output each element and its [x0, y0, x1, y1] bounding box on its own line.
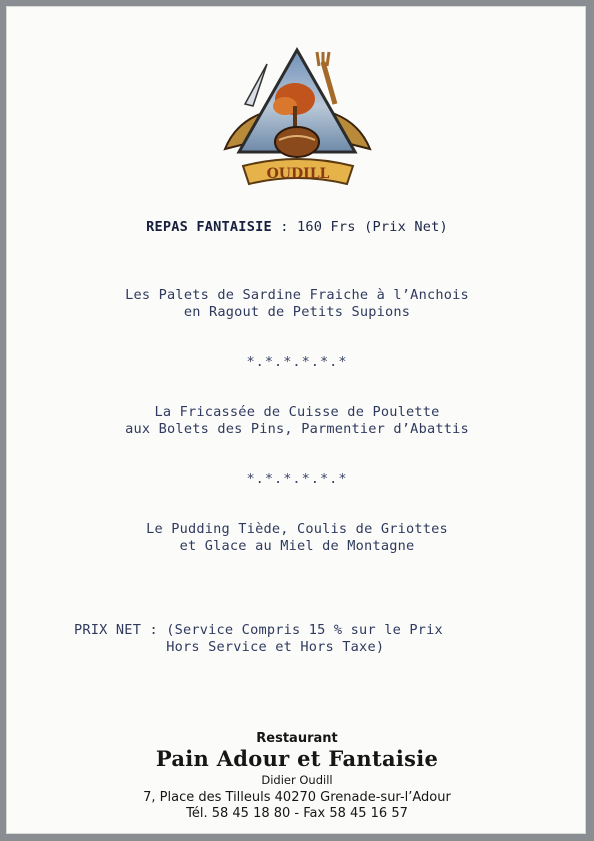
main-line-2: aux Bolets des Pins, Parmentier d’Abattis: [125, 421, 469, 437]
phone-fax: Tél. 58 45 18 80 - Fax 58 45 16 57: [186, 806, 408, 821]
owner-name: Didier Oudill: [261, 773, 333, 787]
separator-2: *.*.*.*.*.*: [246, 471, 348, 487]
menu-title-price: : 160 Frs (Prix Net): [271, 219, 448, 235]
dessert-line-2: et Glace au Miel de Montagne: [179, 538, 415, 554]
menu-title: [0, 219, 594, 235]
price-note-line-1: PRIX NET : (Service Compris 15 % sur le Prix: [74, 622, 443, 638]
starter-line-2: en Ragout de Petits Supions: [183, 304, 411, 320]
starter-line-1: Les Palets de Sardine Fraiche à l’Anchois: [125, 287, 469, 303]
logo-text: OUDILL: [266, 166, 330, 182]
oudill-logo: [205, 44, 390, 194]
address: 7, Place des Tilleuls 40270 Grenade-sur-l’Adour: [143, 790, 451, 805]
menu-title-bold: REPAS FANTAISIE: [146, 219, 272, 235]
restaurant-name: Pain Adour et Fantaisie: [155, 746, 439, 771]
dessert-line-1: Le Pudding Tiède, Coulis de Griottes: [146, 521, 448, 537]
price-note-line-2: Hors Service et Hors Taxe): [74, 639, 385, 655]
restaurant-label: Restaurant: [256, 731, 338, 746]
separator-1: *.*.*.*.*.*: [246, 354, 348, 370]
main-line-1: La Fricassée de Cuisse de Poulette: [154, 404, 440, 420]
